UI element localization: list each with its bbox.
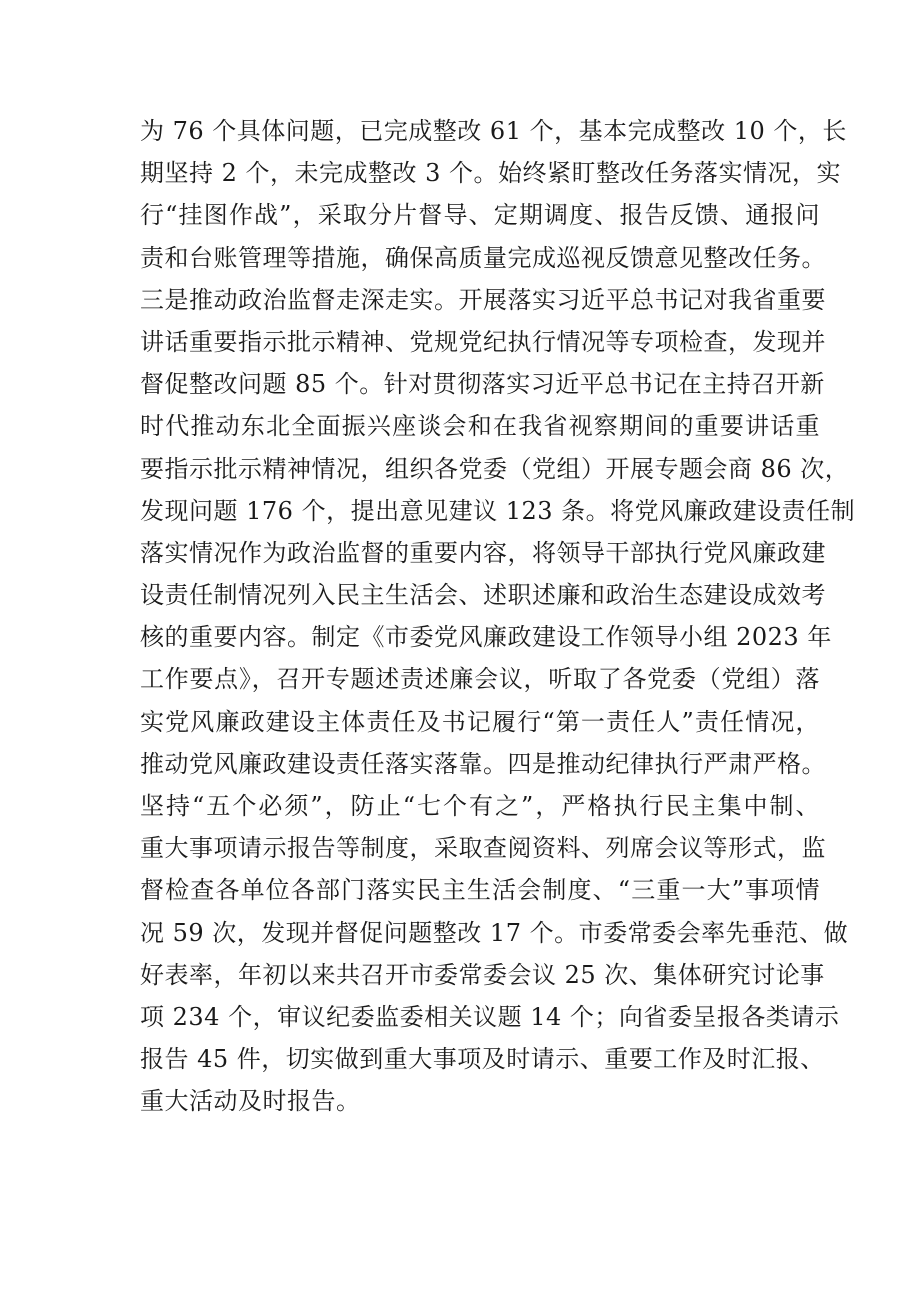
text-line: 坚持“五个必须”，防止“七个有之”，严格执行民主集中制、 — [140, 792, 820, 820]
text-line: 核的重要内容。制定《市委党风廉政建设工作领导小组 2023 年 — [140, 623, 832, 652]
text-line: 落实情况作为政治监督的重要内容，将领导干部执行党风廉政建 — [140, 538, 826, 567]
text-line: 为 76 个具体问题，已完成整改 61 个，基本完成整改 10 个，长 — [140, 117, 847, 145]
text-line: 推动党风廉政建设责任落实落靠。四是推动纪律执行严肃严格。 — [140, 749, 826, 778]
body-paragraph — [140, 110, 856, 1123]
text-line: 项 234 个，审议纪委监委相关议题 14 个；向省委呈报各类请示 — [140, 1002, 840, 1031]
text-line: 实党风廉政建设主体责任及书记履行“第一责任人”责任情况， — [140, 707, 820, 736]
text-line: 况 59 次，发现并督促问题整改 17 个。市委常委会率先垂范、做 — [140, 918, 849, 947]
text-line: 期坚持 2 个，未完成整改 3 个。始终紧盯整改任务落实情况，实 — [140, 159, 842, 188]
text-line: 发现问题 176 个，提出意见建议 123 条。将党风廉政建设责任制 — [140, 496, 856, 525]
text-line: 时代推动东北全面振兴座谈会和在我省视察期间的重要讲话重 — [140, 412, 820, 441]
text-line: 责和台账管理等措施，确保高质量完成巡视反馈意见整改任务。 — [140, 243, 826, 272]
text-line: 工作要点》，召开专题述责述廉会议，听取了各党委（党组）落 — [140, 665, 820, 694]
text-line: 报告 45 件，切实做到重大事项及时请示、重要工作及时汇报、 — [140, 1045, 825, 1074]
text-line: 重大活动及时报告。 — [140, 1087, 361, 1116]
text-line: 好表率，年初以来共召开市委常委会议 25 次、集体研究讨论事 — [140, 960, 825, 989]
text-line: 行“挂图作战”，采取分片督导、定期调度、报告反馈、通报问 — [140, 201, 820, 230]
text-line: 督促整改问题 85 个。针对贯彻落实习近平总书记在主持召开新 — [140, 370, 825, 399]
text-line: 讲话重要指示批示精神、党规党纪执行情况等专项检查，发现并 — [140, 327, 826, 356]
text-line: 重大事项请示报告等制度，采取查阅资料、列席会议等形式，监 — [140, 834, 826, 863]
text-line: 要指示批示精神情况，组织各党委（党组）开展专题会商 86 次， — [140, 454, 850, 483]
text-line: 设责任制情况列入民主生活会、述职述廉和政治生态建设成效考 — [140, 581, 826, 610]
text-line: 督检查各单位各部门落实民主生活会制度、“三重一大”事项情 — [140, 876, 820, 905]
text-line: 三是推动政治监督走深走实。开展落实习近平总书记对我省重要 — [140, 285, 826, 314]
